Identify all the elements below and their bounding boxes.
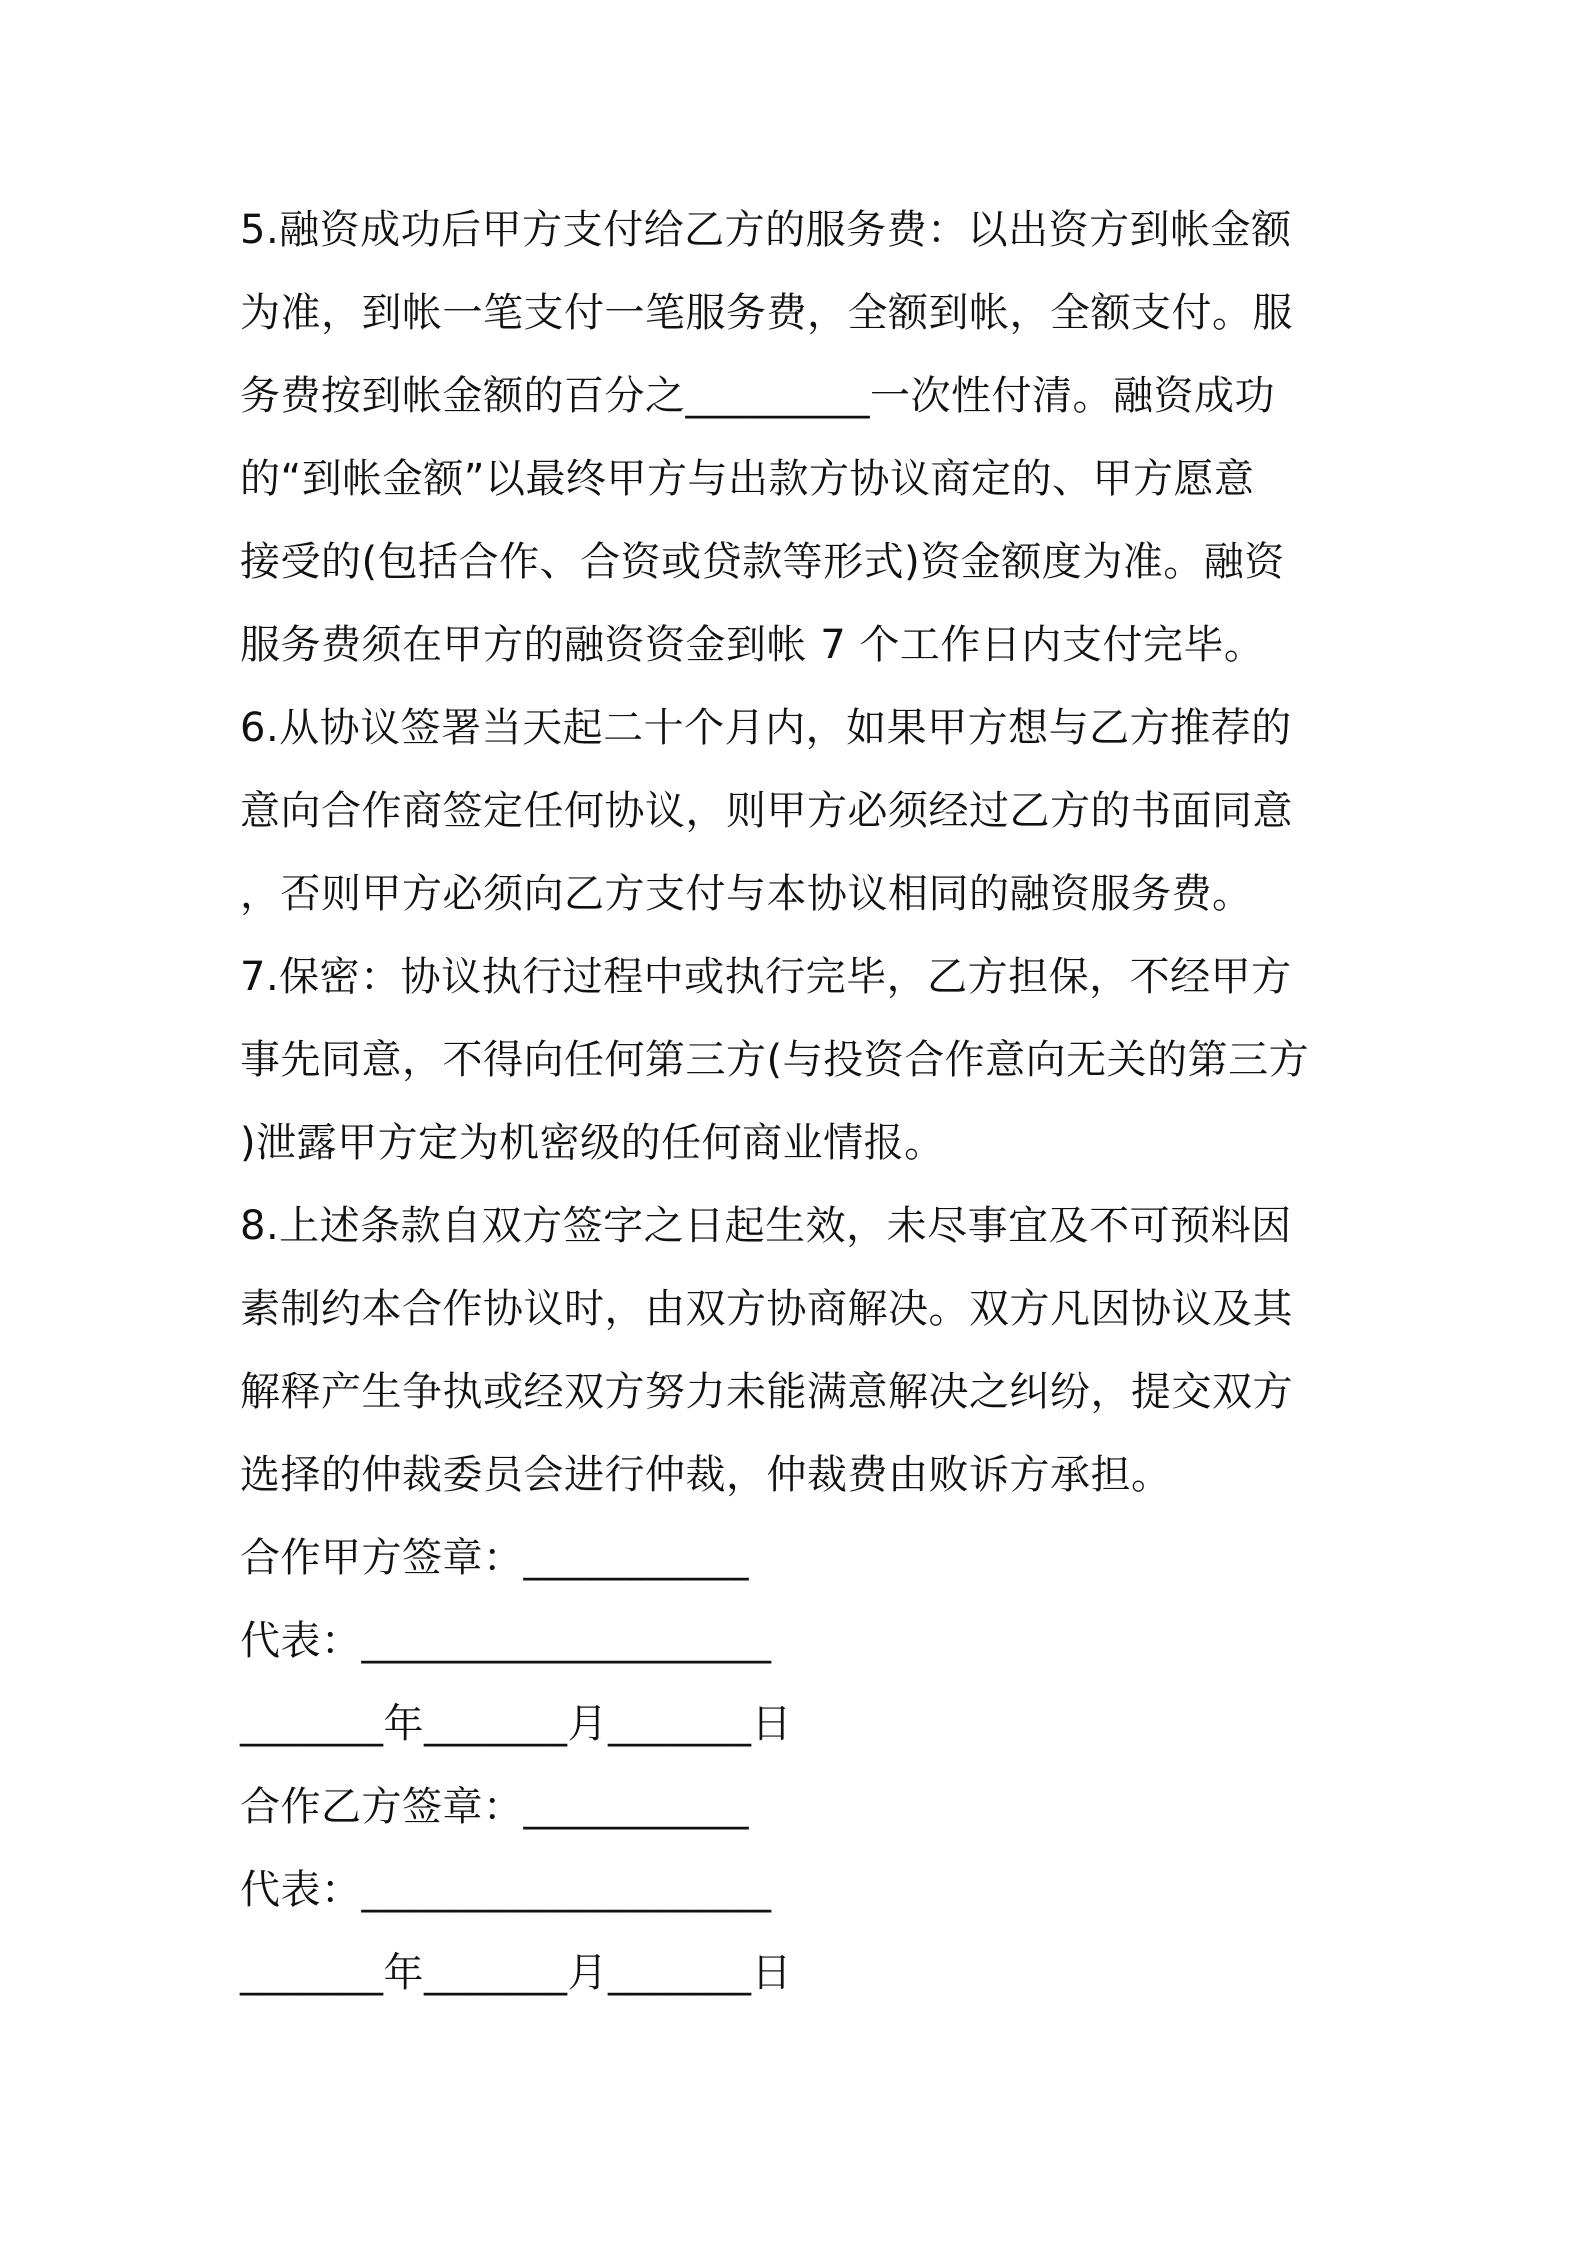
- clause-5-line-3: 务费按到帐金额的百分之_________一次性付清。融资成功: [240, 373, 1275, 419]
- clause-6-line-2: 意向合作商签定任何协议，则甲方必须经过乙方的书面同意: [240, 788, 1293, 834]
- clause-6-line-1: 6.从协议签署当天起二十个月内，如果甲方想与乙方推荐的: [240, 705, 1292, 751]
- party-a-seal-field[interactable]: 合作甲方签章：___________: [240, 1535, 749, 1581]
- clause-5-line-6: 服务费须在甲方的融资资金到帐 7 个工作日内支付完毕。: [240, 622, 1265, 668]
- party-b-seal-field[interactable]: 合作乙方签章：___________: [240, 1784, 749, 1830]
- clause-8-line-4: 选择的仲裁委员会进行仲裁，仲裁费由败诉方承担。: [240, 1452, 1172, 1498]
- clause-5-line-1: 5.融资成功后甲方支付给乙方的服务费：以出资方到帐金额: [240, 207, 1292, 253]
- party-a-date-field[interactable]: _______年_______月_______日: [240, 1701, 792, 1747]
- clause-5-line-5: 接受的(包括合作、合资或贷款等形式)资金额度为准。融资: [240, 539, 1285, 585]
- clause-5-line-4: 的“到帐金额”以最终甲方与出款方协议商定的、甲方愿意: [240, 456, 1255, 502]
- clause-6-line-3: ，否则甲方必须向乙方支付与本协议相同的融资服务费。: [240, 871, 1253, 917]
- clause-8-line-1: 8.上述条款自双方签字之日起生效，未尽事宜及不可预料因: [240, 1203, 1292, 1249]
- party-a-representative-field[interactable]: 代表：____________________: [240, 1618, 772, 1664]
- party-b-representative-field[interactable]: 代表：____________________: [240, 1867, 772, 1913]
- clause-7-line-2: 事先同意，不得向任何第三方(与投资合作意向无关的第三方: [240, 1037, 1310, 1083]
- clause-8-line-2: 素制约本合作协议时，由双方协商解决。双方凡因协议及其: [240, 1286, 1293, 1332]
- clause-8-line-3: 解释产生争执或经双方努力未能满意解决之纠纷，提交双方: [240, 1369, 1293, 1415]
- clause-7-line-1: 7.保密：协议执行过程中或执行完毕，乙方担保，不经甲方: [240, 954, 1292, 1000]
- clause-5-line-2: 为准，到帐一笔支付一笔服务费，全额到帐，全额支付。服: [240, 290, 1293, 336]
- clause-7-line-3: )泄露甲方定为机密级的任何商业情报。: [240, 1120, 945, 1166]
- party-b-date-field[interactable]: _______年_______月_______日: [240, 1950, 792, 1996]
